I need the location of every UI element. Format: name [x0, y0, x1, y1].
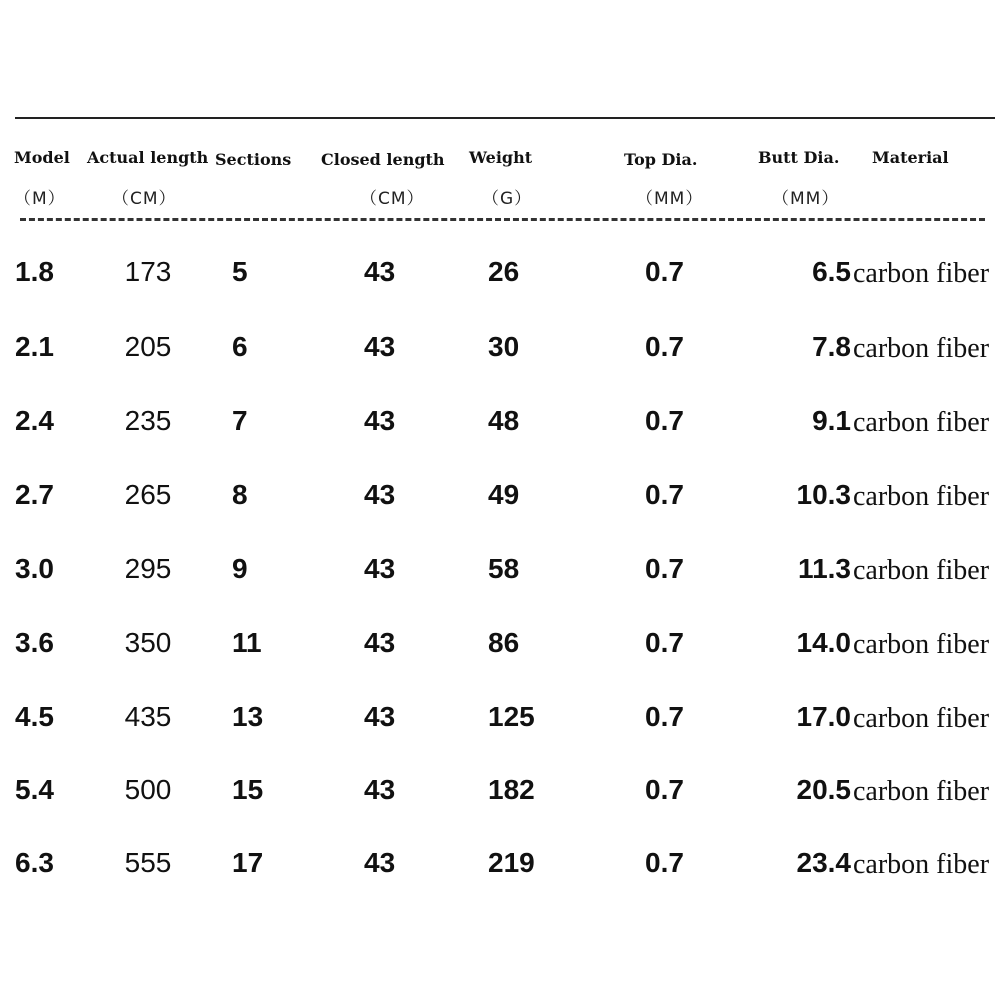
cell-material: carbon fiber: [853, 555, 990, 586]
unit-closed-length: （CM）: [360, 189, 425, 209]
cell-material: carbon fiber: [853, 776, 990, 807]
cell-top-dia: 0.7: [645, 405, 684, 436]
cell-sections: 6: [232, 331, 248, 362]
cell-butt-dia: 23.4: [796, 847, 851, 878]
cell-material: carbon fiber: [853, 407, 990, 438]
cell-closed-length: 43: [364, 553, 396, 584]
cell-material: carbon fiber: [853, 629, 990, 660]
top-divider: [15, 117, 995, 119]
cell-material: carbon fiber: [853, 849, 990, 880]
cell-sections: 17: [232, 847, 264, 878]
cell-top-dia: 0.7: [645, 774, 684, 805]
header-sections: Sections: [215, 150, 292, 169]
cell-model: 5.4: [15, 774, 54, 805]
cell-weight: 26: [488, 256, 520, 287]
cell-top-dia: 0.7: [645, 627, 684, 658]
cell-weight: 48: [488, 405, 520, 436]
cell-top-dia: 0.7: [645, 479, 684, 510]
cell-actual-length: 500: [124, 774, 172, 805]
cell-weight: 125: [488, 701, 535, 732]
cell-model: 6.3: [15, 847, 54, 878]
cell-model: 2.1: [15, 331, 54, 362]
cell-sections: 13: [232, 701, 264, 732]
cell-weight: 86: [488, 627, 520, 658]
cell-actual-length: 235: [124, 405, 172, 436]
cell-closed-length: 43: [364, 256, 396, 287]
cell-model: 2.4: [15, 405, 54, 436]
cell-sections: 11: [232, 627, 262, 658]
cell-weight: 219: [488, 847, 535, 878]
cell-material: carbon fiber: [853, 703, 990, 734]
cell-model: 4.5: [15, 701, 54, 732]
cell-closed-length: 43: [364, 774, 396, 805]
cell-actual-length: 295: [124, 553, 172, 584]
cell-butt-dia: 11.3: [798, 553, 851, 584]
header-dashed-divider: [20, 218, 985, 221]
unit-weight: （G）: [482, 189, 533, 209]
unit-butt-dia: （MM）: [772, 189, 840, 209]
cell-sections: 8: [232, 479, 248, 510]
cell-actual-length: 350: [124, 627, 172, 658]
header-top-dia: Top Dia.: [624, 150, 698, 169]
cell-sections: 7: [232, 405, 248, 436]
cell-material: carbon fiber: [853, 333, 990, 364]
cell-sections: 15: [232, 774, 264, 805]
cell-actual-length: 555: [124, 847, 172, 878]
cell-weight: 58: [488, 553, 520, 584]
cell-sections: 9: [232, 553, 248, 584]
header-actual-length: Actual length: [87, 148, 209, 167]
header-weight: Weight: [469, 148, 533, 167]
cell-model: 1.8: [15, 256, 54, 287]
cell-butt-dia: 20.5: [796, 774, 851, 805]
cell-model: 2.7: [15, 479, 54, 510]
cell-closed-length: 43: [364, 331, 396, 362]
unit-actual-length: （CM）: [112, 189, 177, 209]
cell-weight: 30: [488, 331, 520, 362]
cell-top-dia: 0.7: [645, 701, 684, 732]
cell-actual-length: 205: [124, 331, 172, 362]
cell-butt-dia: 10.3: [796, 479, 851, 510]
header-butt-dia: Butt Dia.: [758, 148, 840, 167]
cell-closed-length: 43: [364, 479, 396, 510]
header-closed-length: Closed length: [321, 150, 445, 169]
cell-closed-length: 43: [364, 847, 396, 878]
cell-material: carbon fiber: [853, 481, 990, 512]
cell-top-dia: 0.7: [645, 256, 684, 287]
cell-butt-dia: 6.5: [812, 256, 851, 287]
cell-model: 3.6: [15, 627, 54, 658]
cell-actual-length: 265: [124, 479, 172, 510]
cell-butt-dia: 9.1: [812, 405, 851, 436]
cell-closed-length: 43: [364, 627, 396, 658]
cell-butt-dia: 7.8: [812, 331, 851, 362]
header-model: Model: [14, 148, 70, 167]
cell-closed-length: 43: [364, 701, 396, 732]
cell-model: 3.0: [15, 553, 54, 584]
cell-weight: 49: [488, 479, 520, 510]
unit-model: （M）: [14, 189, 66, 209]
cell-material: carbon fiber: [853, 258, 990, 289]
header-material: Material: [872, 148, 949, 167]
unit-top-dia: （MM）: [636, 189, 704, 209]
cell-actual-length: 173: [124, 256, 172, 287]
cell-butt-dia: 17.0: [796, 701, 851, 732]
cell-butt-dia: 14.0: [796, 627, 851, 658]
cell-sections: 5: [232, 256, 248, 287]
cell-closed-length: 43: [364, 405, 396, 436]
cell-actual-length: 435: [124, 701, 172, 732]
cell-top-dia: 0.7: [645, 847, 684, 878]
cell-weight: 182: [488, 774, 535, 805]
cell-top-dia: 0.7: [645, 553, 684, 584]
cell-top-dia: 0.7: [645, 331, 684, 362]
